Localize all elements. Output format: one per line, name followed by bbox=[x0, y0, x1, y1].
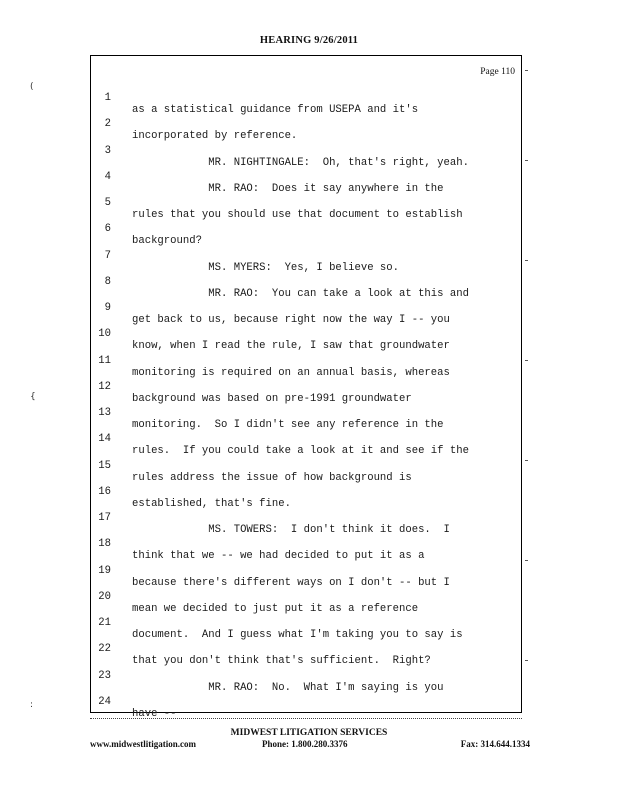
line-text: MR. RAO: You can take a look at this and bbox=[132, 288, 469, 300]
transcript-line bbox=[91, 159, 521, 195]
line-text: rules. If you could take a look at it and see if the bbox=[132, 445, 469, 457]
margin-tick bbox=[525, 260, 528, 261]
transcript-line bbox=[91, 264, 521, 300]
transcript-line bbox=[91, 631, 521, 667]
header-title: HEARING 9/26/2011 bbox=[259, 35, 359, 46]
footer-divider bbox=[90, 718, 522, 719]
transcript-line bbox=[91, 369, 521, 405]
margin-tick bbox=[525, 460, 528, 461]
line-text: get back to us, because right now the way I -- you bbox=[132, 314, 450, 326]
transcript-line bbox=[91, 290, 521, 326]
line-number: 1 bbox=[104, 92, 111, 104]
line-text: established, that's fine. bbox=[132, 498, 291, 510]
line-text: MS. MYERS: Yes, I believe so. bbox=[132, 262, 400, 274]
line-number: 14 bbox=[98, 433, 111, 445]
line-text: because there's different ways on I don't -- but I bbox=[132, 577, 450, 589]
transcript-line bbox=[91, 474, 521, 510]
margin-mark: { bbox=[30, 392, 36, 402]
transcript-line bbox=[91, 658, 521, 694]
margin-tick bbox=[525, 160, 528, 161]
line-text: MR. NIGHTINGALE: Oh, that's right, yeah. bbox=[132, 157, 469, 169]
transcript-line bbox=[91, 185, 521, 221]
margin-mark: ( bbox=[30, 82, 34, 92]
line-number: 16 bbox=[98, 486, 111, 498]
line-text: incorporated by reference. bbox=[132, 130, 298, 142]
line-text: mean we decided to just put it as a reference bbox=[132, 603, 419, 615]
line-number: 3 bbox=[104, 145, 111, 157]
line-text: monitoring. So I didn't see any reference in the bbox=[132, 419, 444, 431]
line-text: that you don't think that's sufficient. Right? bbox=[132, 655, 431, 667]
line-number: 10 bbox=[98, 328, 111, 340]
margin-mark: : bbox=[30, 700, 34, 710]
line-text: know, when I read the rule, I saw that groundwater bbox=[132, 340, 450, 352]
line-number: 6 bbox=[104, 223, 111, 235]
line-number: 19 bbox=[98, 565, 111, 577]
line-number: 21 bbox=[98, 617, 111, 629]
line-text: think that we -- we had decided to put it as a bbox=[132, 550, 425, 562]
transcript-line bbox=[91, 106, 521, 142]
transcript-line bbox=[91, 421, 521, 457]
margin-tick bbox=[525, 660, 528, 661]
line-number: 9 bbox=[104, 302, 111, 314]
footer-website: www.midwestlitigation.com bbox=[90, 739, 196, 749]
transcript-line bbox=[91, 684, 521, 720]
transcript-line bbox=[91, 553, 521, 589]
line-text: have -- bbox=[132, 708, 177, 720]
line-number: 2 bbox=[104, 118, 111, 130]
transcript-line bbox=[91, 500, 521, 536]
line-number: 20 bbox=[98, 591, 111, 603]
transcript-line bbox=[91, 316, 521, 352]
line-text: MR. RAO: Does it say anywhere in the bbox=[132, 183, 444, 195]
line-number: 12 bbox=[98, 381, 111, 393]
line-text: background? bbox=[132, 235, 202, 247]
line-number: 8 bbox=[104, 276, 111, 288]
line-text: MS. TOWERS: I don't think it does. I bbox=[132, 524, 450, 536]
line-text: monitoring is required on an annual basis, whereas bbox=[132, 367, 450, 379]
line-text: document. And I guess what I'm taking you to say is bbox=[132, 629, 463, 641]
transcript-line bbox=[91, 133, 521, 169]
line-number: 18 bbox=[98, 538, 111, 550]
line-text: rules address the issue of how background is bbox=[132, 472, 412, 484]
line-number: 11 bbox=[98, 355, 111, 367]
line-number: 5 bbox=[104, 197, 111, 209]
page-number: Page 110 bbox=[480, 67, 515, 77]
footer-company: MIDWEST LITIGATION SERVICES bbox=[230, 728, 388, 738]
transcript-line bbox=[91, 395, 521, 431]
line-number: 23 bbox=[98, 670, 111, 682]
line-text: background was based on pre-1991 groundwater bbox=[132, 393, 412, 405]
transcript-line bbox=[91, 526, 521, 562]
transcript-line bbox=[91, 343, 521, 379]
footer-phone: Phone: 1.800.280.3376 bbox=[262, 739, 348, 749]
line-text: as a statistical guidance from USEPA and it's bbox=[132, 104, 419, 116]
transcript-page bbox=[90, 55, 522, 720]
line-number: 22 bbox=[98, 643, 111, 655]
transcript-line bbox=[91, 238, 521, 274]
line-text: rules that you should use that document to establish bbox=[132, 209, 463, 221]
line-number: 17 bbox=[98, 512, 111, 524]
line-number: 13 bbox=[98, 407, 111, 419]
transcript-line bbox=[91, 579, 521, 615]
line-number: 7 bbox=[104, 250, 111, 262]
line-number: 15 bbox=[98, 460, 111, 472]
transcript-line bbox=[91, 211, 521, 247]
transcript-line bbox=[91, 448, 521, 484]
margin-tick bbox=[525, 560, 528, 561]
margin-tick bbox=[525, 70, 528, 71]
line-number: 24 bbox=[98, 696, 111, 708]
transcript-line bbox=[91, 605, 521, 641]
transcript-line bbox=[91, 80, 521, 116]
margin-tick bbox=[525, 360, 528, 361]
footer-fax: Fax: 314.644.1334 bbox=[460, 739, 530, 749]
line-number: 4 bbox=[104, 171, 111, 183]
line-text: MR. RAO: No. What I'm saying is you bbox=[132, 682, 444, 694]
